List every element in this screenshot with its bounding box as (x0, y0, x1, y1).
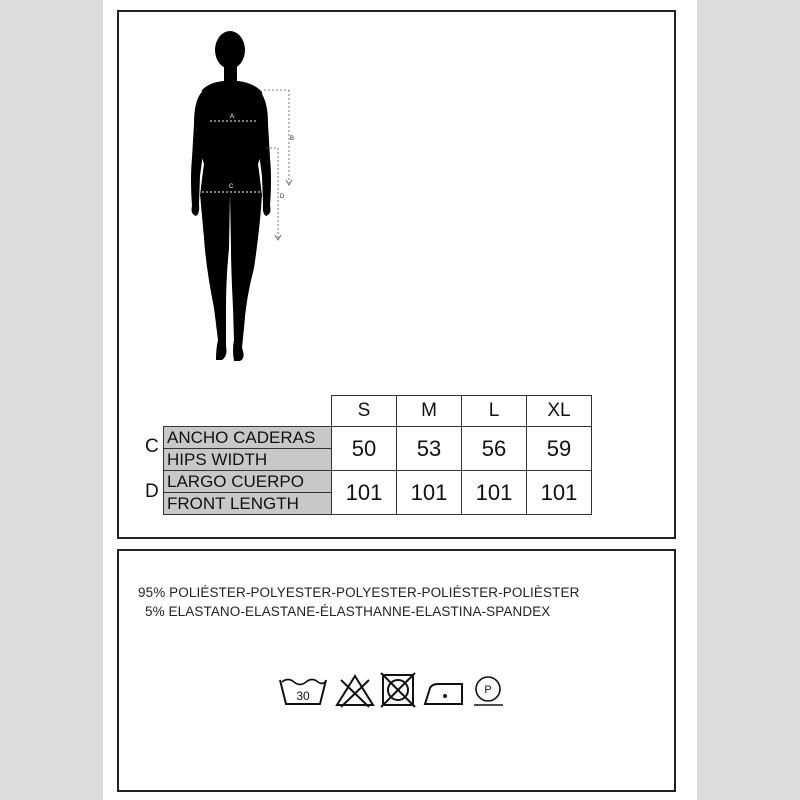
length-value-s: 101 (332, 471, 397, 515)
wash-temp-label: 30 (296, 689, 310, 703)
hips-value-s: 50 (332, 427, 397, 471)
length-value-l: 101 (462, 471, 527, 515)
dry-clean-letter: P (484, 684, 492, 696)
silhouette-icon (180, 28, 320, 368)
dry-clean-p-icon (470, 672, 508, 708)
length-value-xl: 101 (527, 471, 592, 515)
hips-value-m: 53 (397, 427, 462, 471)
row-letter-d: D (145, 481, 159, 502)
size-table (163, 395, 592, 515)
hips-value-xl: 59 (527, 427, 592, 471)
marker-a-label: A (230, 114, 235, 120)
no-bleach-icon (334, 672, 376, 708)
table-row (164, 471, 592, 493)
table-row (164, 427, 592, 449)
hips-value-l: 56 (462, 427, 527, 471)
row-letter-c: C (145, 436, 159, 457)
row-label-hips-en: HIPS WIDTH (164, 449, 332, 471)
iron-low-icon (422, 672, 466, 708)
size-header-m: M (397, 396, 462, 427)
size-header-row (164, 396, 592, 427)
marker-c-label: C (229, 184, 234, 190)
length-value-m: 101 (397, 471, 462, 515)
table-corner (164, 396, 332, 427)
body-silhouette-figure (180, 28, 320, 368)
row-label-hips-es: ANCHO CADERAS (164, 427, 332, 449)
row-label-length-es: LARGO CUERPO (164, 471, 332, 493)
no-tumble-dry-icon (380, 672, 416, 708)
composition-line-1: 95% POLIÉSTER-POLYESTER-POLYESTER-POLIÉSTER-POLIÈSTER (138, 585, 580, 600)
marker-b-label: B (290, 136, 295, 142)
wash-30-icon (278, 672, 328, 708)
row-label-length-en: FRONT LENGTH (164, 493, 332, 515)
size-header-l: L (462, 396, 527, 427)
composition-line-2: 5% ELASTANO-ELASTANE-ÉLASTHANNE-ELASTINA-SPANDEX (145, 604, 551, 619)
marker-d-label: D (280, 194, 285, 200)
size-header-xl: XL (527, 396, 592, 427)
size-header-s: S (332, 396, 397, 427)
